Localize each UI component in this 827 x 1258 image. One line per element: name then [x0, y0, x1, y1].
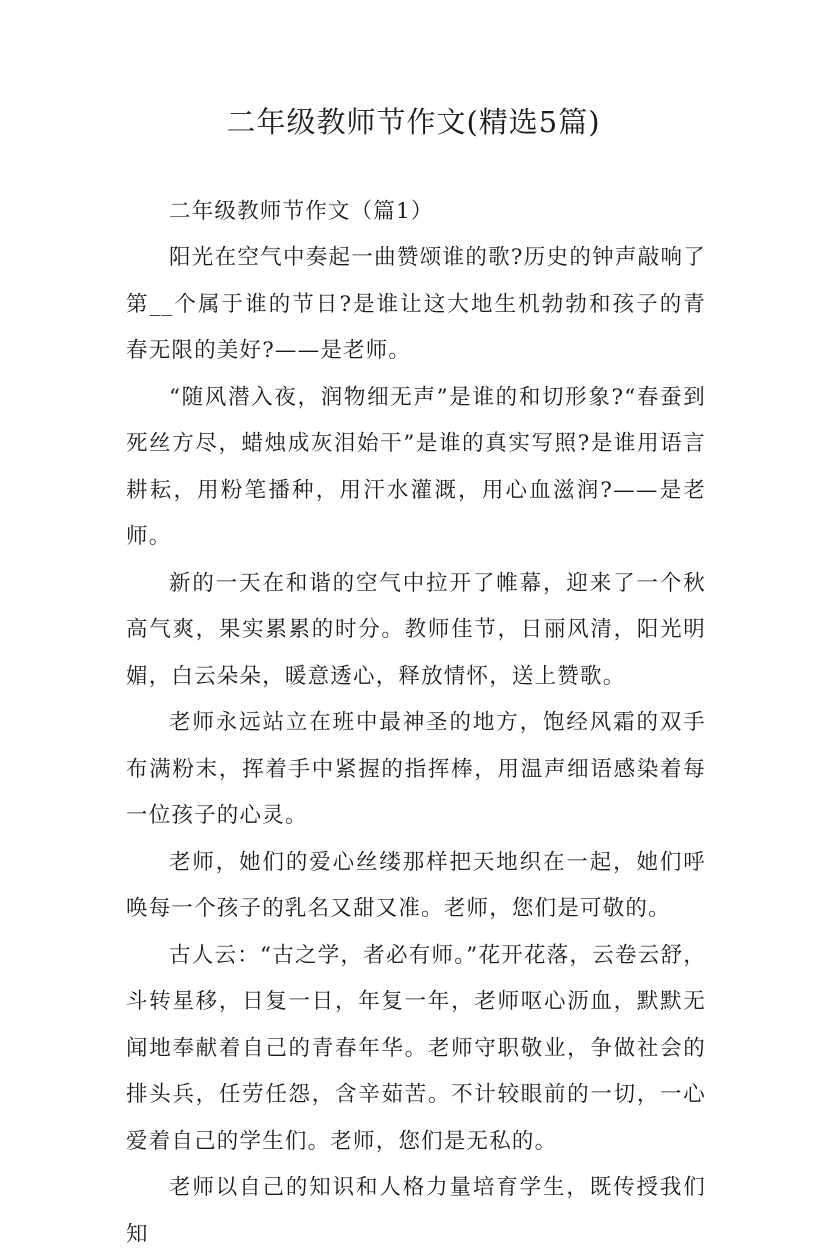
paragraph: 阳光在空气中奏起一曲赞颂谁的歌?历史的钟声敲响了第__个属于谁的节日?是谁让这大地生机勃勃和孩子的青春无限的美好?——是老师。	[126, 245, 706, 363]
paragraph: 古人云：“古之学，者必有师。”花开花落，云卷云舒，斗转星移，日复一日，年复一年，老师呕心沥血，默默无闻地奉献着自己的青春年华。老师守职敬业，争做社会的排头兵，任劳任怨，含辛茹苦。不计较眼前的一切，一心爱着自己的学生们。老师，您们是无私的。	[126, 942, 706, 1154]
paragraph: 老师以自己的知识和人格力量培育学生，既传授我们知	[126, 1175, 706, 1247]
section-subtitle: 二年级教师节作文（篇1）	[169, 199, 434, 224]
paragraph: “随风潜入夜，润物细无声”是谁的和切形象?“春蚕到死丝方尽，蜡烛成灰泪始干”是谁的真实写照?是谁用语言耕耘，用粉笔播种，用汗水灌溉，用心血滋润?——是老师。	[126, 384, 706, 549]
paragraph: 新的一天在和谐的空气中拉开了帷幕，迎来了一个秋高气爽，果实累累的时分。教师佳节，日丽风清，阳光明媚，白云朵朵，暖意透心，释放情怀，送上赞歌。	[126, 570, 706, 689]
document-title: 二年级教师节作文(精选5篇)	[226, 105, 601, 139]
paragraph: 老师，她们的爱心丝缕那样把天地织在一起，她们呼唤每一个孩子的乳名又甜又准。老师，您们是可敬的。	[126, 849, 706, 921]
document-body	[126, 189, 706, 1258]
paragraph: 老师永远站立在班中最神圣的地方，饱经风霜的双手布满粉末，挥着手中紧握的指挥棒，用温声细语感染着每一位孩子的心灵。	[126, 710, 706, 828]
